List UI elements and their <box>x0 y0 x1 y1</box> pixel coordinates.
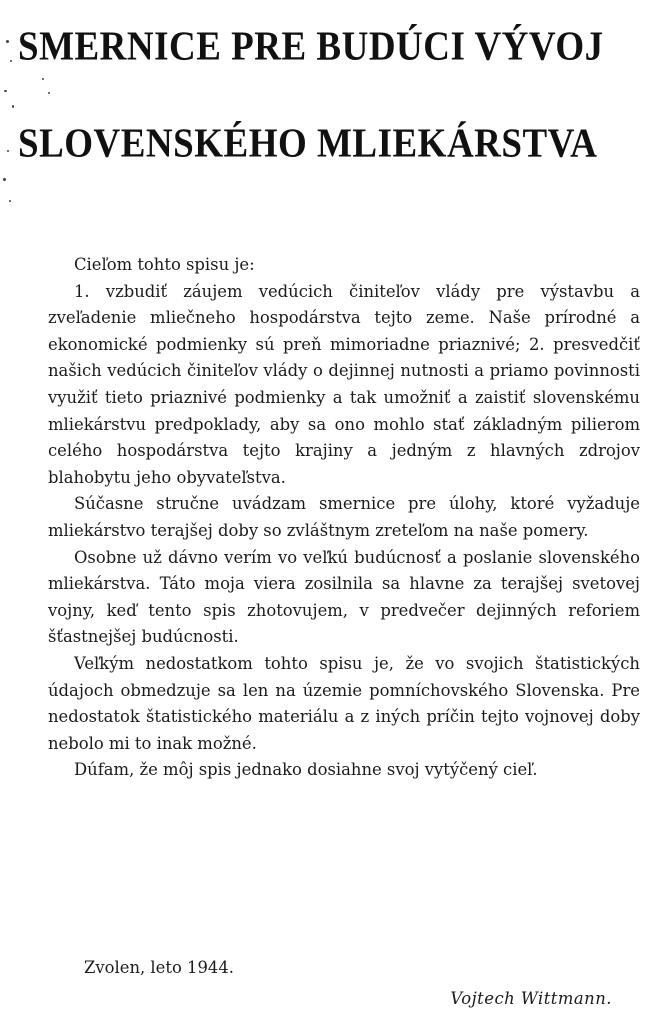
scan-speckle <box>4 90 7 92</box>
scan-speckle <box>6 40 9 43</box>
paragraph-1: 1. vzbudiť záujem vedúcich činiteľov vlády pre výstavbu a zveľadenie mliečneho hospodárstva tejto zeme. Naše prírodné a ekonomické podmienky sú preň mimoriadne priaznivé; 2. presvedčiť našich vedúcich činiteľov vlády o dejinnej nutnosti a priamo povinnosti využiť tieto priaznivé podmienky a tak umožniť a zaistiť slovenskému mliekárstvu predpoklady, aby sa ono mohlo stať základným pilierom celého hospodárstva tejto krajiny a jedným z hlavných zdrojov blahobytu jeho obyvateľstva. <box>48 281 640 487</box>
body-text <box>48 252 640 784</box>
title-line-1: SMERNICE PRE BUDÚCI VÝVOJ <box>18 23 604 70</box>
paragraph-3: Osobne už dávno verím vo veľkú budúcnosť a poslanie slovenského mliekárstva. Táto moja viera zosilnila sa hlavne za terajšej svetovej vojny, keď tento spis zhotovujem, v predvečer dejinných reforiem šťastnejšej budúcnosti. <box>48 547 640 647</box>
scan-speckle <box>3 178 6 181</box>
scan-speckle <box>7 150 9 152</box>
scan-speckle <box>10 60 12 62</box>
scan-speckle <box>9 200 11 202</box>
author-signature: Vojtech Wittmann. <box>450 989 612 1008</box>
paragraph-5: Dúfam, že môj spis jednako dosiahne svoj vytýčený cieľ. <box>74 760 538 780</box>
scan-speckle <box>48 92 50 94</box>
place-date: Zvolen, leto 1944. <box>84 958 234 977</box>
paragraph-2: Súčasne stručne uvádzam smernice pre úlohy, ktoré vyžaduje mliekárstvo terajšej doby so zvláštnym zreteľom na naše pomery. <box>48 494 640 540</box>
scan-speckle <box>42 78 44 80</box>
intro-line: Cieľom tohto spisu je: <box>74 255 255 274</box>
title-line-2: SLOVENSKÉHO MLIEKÁRSTVA <box>18 120 598 167</box>
scan-speckle <box>12 105 14 108</box>
paragraph-4: Veľkým nedostatkom tohto spisu je, že vo svojich štatistických údajoch obmedzuje sa len na územie pomníchovského Slovenska. Pre nedostatok štatistického materiálu a z iných príčin tejto vojnovej doby nebolo mi to inak možné. <box>48 653 640 753</box>
